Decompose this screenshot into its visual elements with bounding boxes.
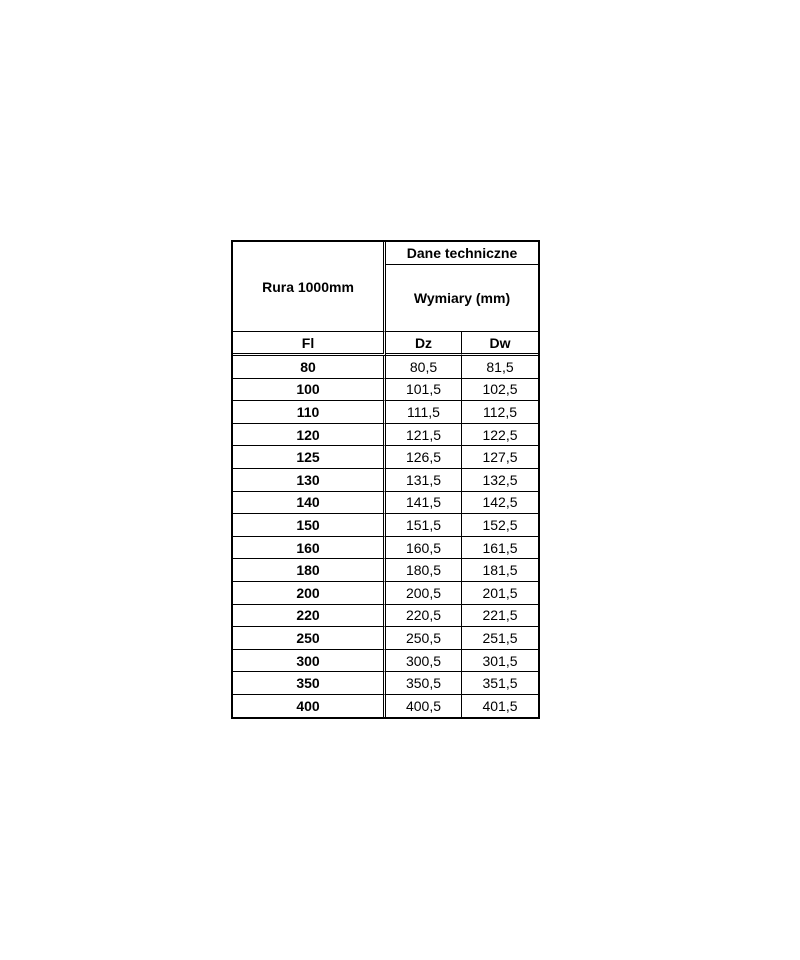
- cell-dz: 131,5: [386, 469, 462, 492]
- table-row: [233, 695, 538, 717]
- cell-fl: 100: [233, 379, 386, 402]
- row-label-cell: Rura 1000mm: [233, 242, 386, 332]
- cell-fl: 200: [233, 582, 386, 605]
- table-row: [233, 401, 538, 424]
- data-rows: [233, 356, 538, 717]
- column-header-row: [233, 332, 538, 356]
- cell-dw: 181,5: [462, 559, 538, 582]
- header-row-group: [233, 242, 538, 265]
- cell-fl: 350: [233, 672, 386, 695]
- cell-dw: 122,5: [462, 424, 538, 447]
- cell-dw: 142,5: [462, 492, 538, 515]
- table-row: [233, 605, 538, 628]
- dims-header-cell: Wymiary (mm): [386, 265, 538, 332]
- cell-fl: 250: [233, 627, 386, 650]
- cell-fl: 130: [233, 469, 386, 492]
- cell-dz: 250,5: [386, 627, 462, 650]
- cell-dw: 201,5: [462, 582, 538, 605]
- cell-dz: 220,5: [386, 605, 462, 628]
- cell-dw: 102,5: [462, 379, 538, 402]
- cell-dw: 127,5: [462, 446, 538, 469]
- table-row: [233, 650, 538, 673]
- group-header-cell: Dane techniczne: [386, 242, 538, 265]
- cell-dz: 400,5: [386, 695, 462, 717]
- cell-dw: 251,5: [462, 627, 538, 650]
- table-row: [233, 582, 538, 605]
- cell-fl: 300: [233, 650, 386, 673]
- table-row: [233, 379, 538, 402]
- table-row: [233, 446, 538, 469]
- cell-dw: 161,5: [462, 537, 538, 560]
- table-row: [233, 559, 538, 582]
- cell-fl: 220: [233, 605, 386, 628]
- cell-dz: 350,5: [386, 672, 462, 695]
- cell-fl: 125: [233, 446, 386, 469]
- cell-dz: 121,5: [386, 424, 462, 447]
- cell-dz: 101,5: [386, 379, 462, 402]
- cell-dz: 111,5: [386, 401, 462, 424]
- table-row: [233, 424, 538, 447]
- cell-dw: 301,5: [462, 650, 538, 673]
- table-row: [233, 537, 538, 560]
- cell-dw: 112,5: [462, 401, 538, 424]
- pipe-dimensions-table: [231, 240, 540, 719]
- cell-fl: 80: [233, 356, 386, 379]
- cell-fl: 160: [233, 537, 386, 560]
- table-row: [233, 492, 538, 515]
- cell-dw: 401,5: [482, 697, 518, 714]
- cell-fl: 180: [233, 559, 386, 582]
- table-body: [233, 242, 538, 356]
- column-header-dw: Dw: [462, 332, 538, 356]
- cell-fl: 150: [233, 514, 386, 537]
- cell-fl: 140: [233, 492, 386, 515]
- cell-fl: 400: [233, 695, 386, 717]
- cell-dw: 152,5: [462, 514, 538, 537]
- cell-dz: 126,5: [386, 446, 462, 469]
- table-row: [233, 672, 538, 695]
- cell-dw: 132,5: [462, 469, 538, 492]
- cell-dz: 200,5: [386, 582, 462, 605]
- cell-fl: 110: [233, 401, 386, 424]
- table-row: [233, 627, 538, 650]
- cell-dw: 351,5: [462, 672, 538, 695]
- cell-fl: 120: [233, 424, 386, 447]
- cell-dz: 151,5: [386, 514, 462, 537]
- cell-dz: 160,5: [386, 537, 462, 560]
- cell-dz: 300,5: [386, 650, 462, 673]
- column-header-fl: Fl: [233, 332, 386, 356]
- table-row: [233, 514, 538, 537]
- table-row: [233, 356, 538, 379]
- cell-dz: 80,5: [386, 356, 462, 379]
- cell-dw: 221,5: [462, 605, 538, 628]
- column-header-dz: Dz: [386, 332, 462, 356]
- table-row: [233, 469, 538, 492]
- cell-dw: 81,5: [462, 356, 538, 379]
- cell-dz: 141,5: [386, 492, 462, 515]
- cell-dz: 180,5: [386, 559, 462, 582]
